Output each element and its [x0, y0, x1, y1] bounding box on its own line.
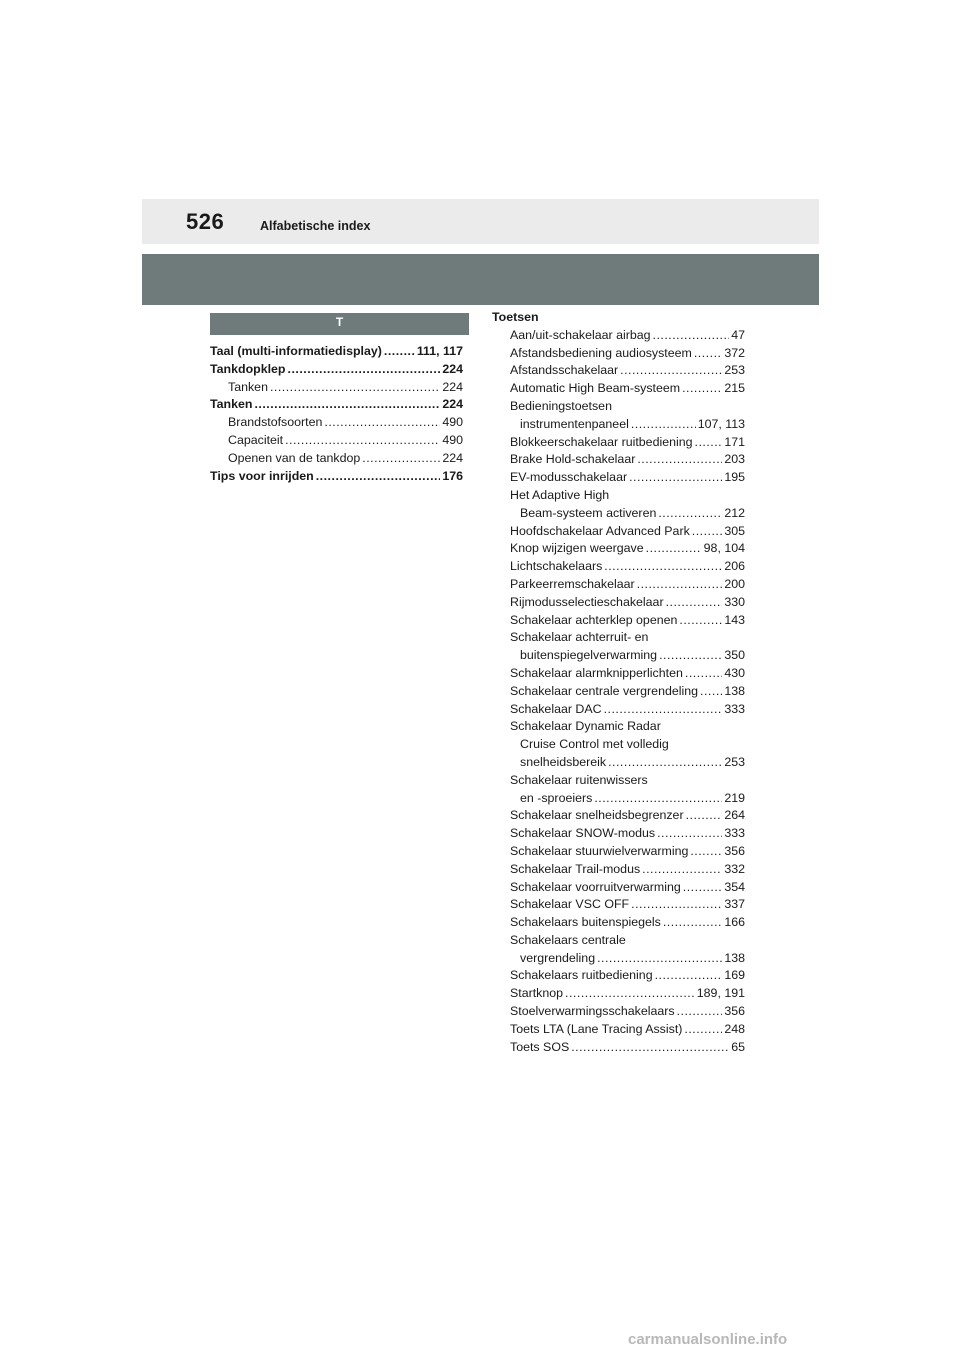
index-entry-term: Tankdopklep [210, 361, 286, 376]
dot-leader [324, 414, 440, 432]
index-entry-pages: 490 [442, 432, 463, 447]
index-entry-pages: 219 [724, 790, 745, 805]
index-entry-term: Knop wijzigen weergave [510, 541, 644, 556]
index-entry [492, 327, 745, 345]
page-number: 526 [186, 209, 225, 234]
index-entry-pages: 166 [724, 915, 745, 930]
index-entry-term: Schakelaar DAC [510, 701, 602, 716]
index-entry-pages: 224 [442, 397, 463, 412]
index-entry-pages: 169 [724, 968, 745, 983]
index-entry-term: en -sproeiers [520, 790, 593, 805]
index-column-left [210, 343, 463, 485]
index-entry-pages: 356 [724, 1004, 745, 1019]
dot-leader [655, 967, 723, 985]
index-entry [492, 505, 745, 523]
dot-leader [642, 861, 722, 879]
index-entry-pages: 171 [724, 434, 745, 449]
index-entry-pages: 430 [724, 665, 745, 680]
index-entry [210, 396, 463, 414]
dot-leader [692, 523, 723, 541]
index-entry-term: Schakelaar stuurwielverwarming [510, 843, 689, 858]
index-entry-pages: 333 [724, 826, 745, 841]
index-entry [492, 665, 745, 683]
dot-leader [679, 612, 722, 630]
index-entry-pages: 138 [724, 950, 745, 965]
index-letter-header: T [210, 313, 469, 335]
index-entry [492, 967, 745, 985]
index-entry-term: Hoofdschakelaar Advanced Park [510, 523, 690, 538]
index-entry [210, 432, 463, 450]
index-entry [492, 416, 745, 434]
dot-leader [316, 468, 441, 486]
index-entry [210, 361, 463, 379]
index-entry-term: Schakelaars ruitbediening [510, 968, 653, 983]
dot-leader [637, 576, 723, 594]
index-entry-pages: 189, 191 [696, 986, 745, 1001]
index-entry-term: Blokkeerschakelaar ruitbediening [510, 434, 693, 449]
index-entry [492, 523, 745, 541]
index-entry [492, 647, 745, 665]
dot-leader [700, 683, 722, 701]
index-entry-term: Startknop [510, 986, 564, 1001]
index-entry-continued: Bedieningstoetsen [510, 398, 612, 413]
index-entry [492, 594, 745, 612]
index-entry-pages: 354 [724, 879, 745, 894]
index-entry-term: Tanken [210, 397, 253, 412]
index-entry-pages: 176 [442, 468, 463, 483]
index-entry [492, 362, 745, 380]
index-entry [492, 825, 745, 843]
dot-leader [658, 505, 722, 523]
index-entry [492, 985, 745, 1003]
index-entry [492, 790, 745, 808]
index-entry-term: Taal (multi-informatiedisplay) [210, 344, 382, 358]
index-entry [492, 1021, 745, 1039]
dot-leader [694, 345, 722, 363]
index-entry-pages: 356 [724, 843, 745, 858]
index-entry-pages: 332 [724, 861, 745, 876]
index-entry-term: Schakelaar snelheidsbegrenzer [510, 808, 684, 823]
dot-leader [384, 343, 415, 361]
index-entry-term: Stoelverwarmingsschakelaars [510, 1004, 675, 1019]
index-entry [492, 380, 745, 398]
dot-leader [682, 380, 722, 398]
dot-leader [646, 540, 702, 558]
index-entry [492, 434, 745, 452]
index-entry-pages: 215 [724, 381, 745, 396]
index-entry-term: Schakelaar voorruitverwarming [510, 879, 681, 894]
dot-leader [695, 434, 723, 452]
index-entry-term: Lichtschakelaars [510, 559, 603, 574]
index-entry-pages: 200 [724, 576, 745, 591]
index-entry-term: Afstandsschakelaar [510, 363, 619, 378]
section-title: Alfabetische index [260, 219, 371, 233]
dot-leader [690, 843, 722, 861]
index-entry [492, 683, 745, 701]
dot-leader [620, 362, 722, 380]
index-entry-term: Rijmodusselectieschakelaar [510, 594, 664, 609]
index-entry-term: Tanken [228, 379, 268, 394]
dot-leader [270, 379, 440, 397]
index-entry-pages: 224 [442, 361, 463, 376]
dot-leader [685, 665, 722, 683]
dot-leader [653, 327, 730, 345]
index-entry-pages: 143 [724, 612, 745, 627]
index-entry-term: Beam-systeem activeren [520, 505, 657, 520]
index-entry-continued: Cruise Control met volledig [520, 737, 669, 752]
index-entry-term: Schakelaar achterklep openen [510, 612, 678, 627]
index-entry-term: Toets LTA (Lane Tracing Assist) [510, 1021, 683, 1036]
dot-leader [683, 879, 723, 897]
index-entry [210, 468, 463, 486]
index-entry-term: buitenspiegelverwarming [520, 648, 658, 663]
index-entry-term: EV-modusschakelaar [510, 470, 628, 485]
index-entry-term: Toets SOS [510, 1039, 570, 1054]
dot-leader [285, 432, 440, 450]
index-entry [492, 754, 745, 772]
index-entry-term: snelheidsbereik [520, 754, 607, 769]
index-entry-term: Schakelaar Trail-modus [510, 861, 641, 876]
index-entry-pages: 47 [731, 327, 745, 342]
index-entry-continued: Schakelaar Dynamic Radar [510, 719, 661, 734]
dot-leader [663, 914, 722, 932]
watermark: carmanualsonline.info [628, 1331, 788, 1348]
index-entry-pages: 490 [442, 415, 463, 430]
dot-leader [604, 558, 722, 576]
dot-leader [254, 396, 440, 414]
index-entry-term: Afstandsbediening audiosysteem [510, 345, 692, 360]
index-entry [210, 379, 463, 397]
index-entry [492, 576, 745, 594]
index-entry [492, 861, 745, 879]
dot-leader [631, 896, 722, 914]
index-entry [492, 469, 745, 487]
dot-leader [565, 985, 695, 1003]
index-column-right [492, 309, 745, 1056]
dot-leader [594, 790, 722, 808]
index-entry-pages: 248 [724, 1021, 745, 1036]
index-entry-term: Brake Hold-schakelaar [510, 452, 636, 467]
index-entry [492, 843, 745, 861]
index-entry [492, 540, 745, 558]
page-header [142, 199, 819, 244]
index-entry [492, 701, 745, 719]
index-entry-pages: 253 [724, 363, 745, 378]
index-entry-pages: 138 [724, 683, 745, 698]
index-entry-pages: 111, 117 [416, 344, 463, 358]
index-entry-term: Schakelaar alarmknipperlichten [510, 665, 683, 680]
index-entry-term: Brandstofsoorten [228, 415, 323, 430]
index-entry-pages: 224 [442, 450, 463, 465]
index-entry-term: Parkeerremschakelaar [510, 576, 635, 591]
index-entry-pages: 372 [724, 345, 745, 360]
index-entry-pages: 195 [724, 470, 745, 485]
index-entry-term: Schakelaar centrale vergrendeling [510, 683, 699, 698]
index-entry-term: Automatic High Beam-systeem [510, 381, 681, 396]
dot-leader [288, 361, 441, 379]
index-entry-term: Tips voor inrijden [210, 468, 314, 483]
index-entry-continued: Het Adaptive High [510, 487, 610, 502]
index-entry [492, 345, 745, 363]
index-entry-pages: 65 [731, 1039, 745, 1054]
index-entry-continued: Schakelaar achterruit- en [510, 630, 649, 645]
index-entry [492, 451, 745, 469]
header-band [142, 254, 819, 305]
index-entry [492, 879, 745, 897]
index-entry [492, 1039, 745, 1057]
index-entry [492, 807, 745, 825]
index-entry-pages: 337 [724, 897, 745, 912]
index-entry-pages: 107, 113 [697, 416, 745, 431]
dot-leader [629, 469, 722, 487]
dot-leader [571, 1039, 729, 1057]
index-entry-pages: 98, 104 [703, 541, 745, 556]
dot-leader [666, 594, 723, 612]
index-entry-pages: 330 [724, 594, 745, 609]
index-entry-term: Openen van de tankdop [228, 450, 361, 465]
index-entry-pages: 206 [724, 559, 745, 574]
index-entry-pages: 212 [724, 505, 745, 520]
index-entry-term: Capaciteit [228, 432, 284, 447]
index-entry [492, 896, 745, 914]
index-entry-continued: Schakelaars centrale [510, 932, 626, 947]
dot-leader [659, 647, 722, 665]
index-entry [210, 414, 463, 432]
index-entry-pages: 305 [724, 523, 745, 538]
index-entry [210, 343, 463, 361]
dot-leader [597, 950, 722, 968]
index-entry-term: vergrendeling [520, 950, 596, 965]
index-entry-pages: 203 [724, 452, 745, 467]
index-heading-toetsen: Toetsen [492, 310, 539, 324]
index-entry-continued: Schakelaar ruitenwissers [510, 772, 648, 787]
index-entry-term: Schakelaar SNOW-modus [510, 826, 656, 841]
dot-leader [608, 754, 722, 772]
index-entry-term: Aan/uit-schakelaar airbag [510, 327, 651, 342]
index-entry [492, 914, 745, 932]
index-entry-pages: 253 [724, 754, 745, 769]
index-entry-pages: 333 [724, 701, 745, 716]
index-entry-pages: 264 [724, 808, 745, 823]
index-entry-pages: 350 [724, 648, 745, 663]
index-entry-term: Schakelaars buitenspiegels [510, 915, 661, 930]
index-entry-pages: 224 [442, 379, 463, 394]
index-entry [492, 950, 745, 968]
index-entry-term: Schakelaar VSC OFF [510, 897, 630, 912]
dot-leader [686, 807, 723, 825]
dot-leader [637, 451, 722, 469]
index-entry [210, 450, 463, 468]
dot-leader [657, 825, 722, 843]
index-entry-term: instrumentenpaneel [520, 416, 629, 431]
dot-leader [684, 1021, 722, 1039]
index-entry [492, 558, 745, 576]
dot-leader [677, 1003, 723, 1021]
dot-leader [604, 701, 723, 719]
index-entry [492, 612, 745, 630]
dot-leader [631, 416, 696, 434]
index-entry [492, 1003, 745, 1021]
dot-leader [362, 450, 440, 468]
